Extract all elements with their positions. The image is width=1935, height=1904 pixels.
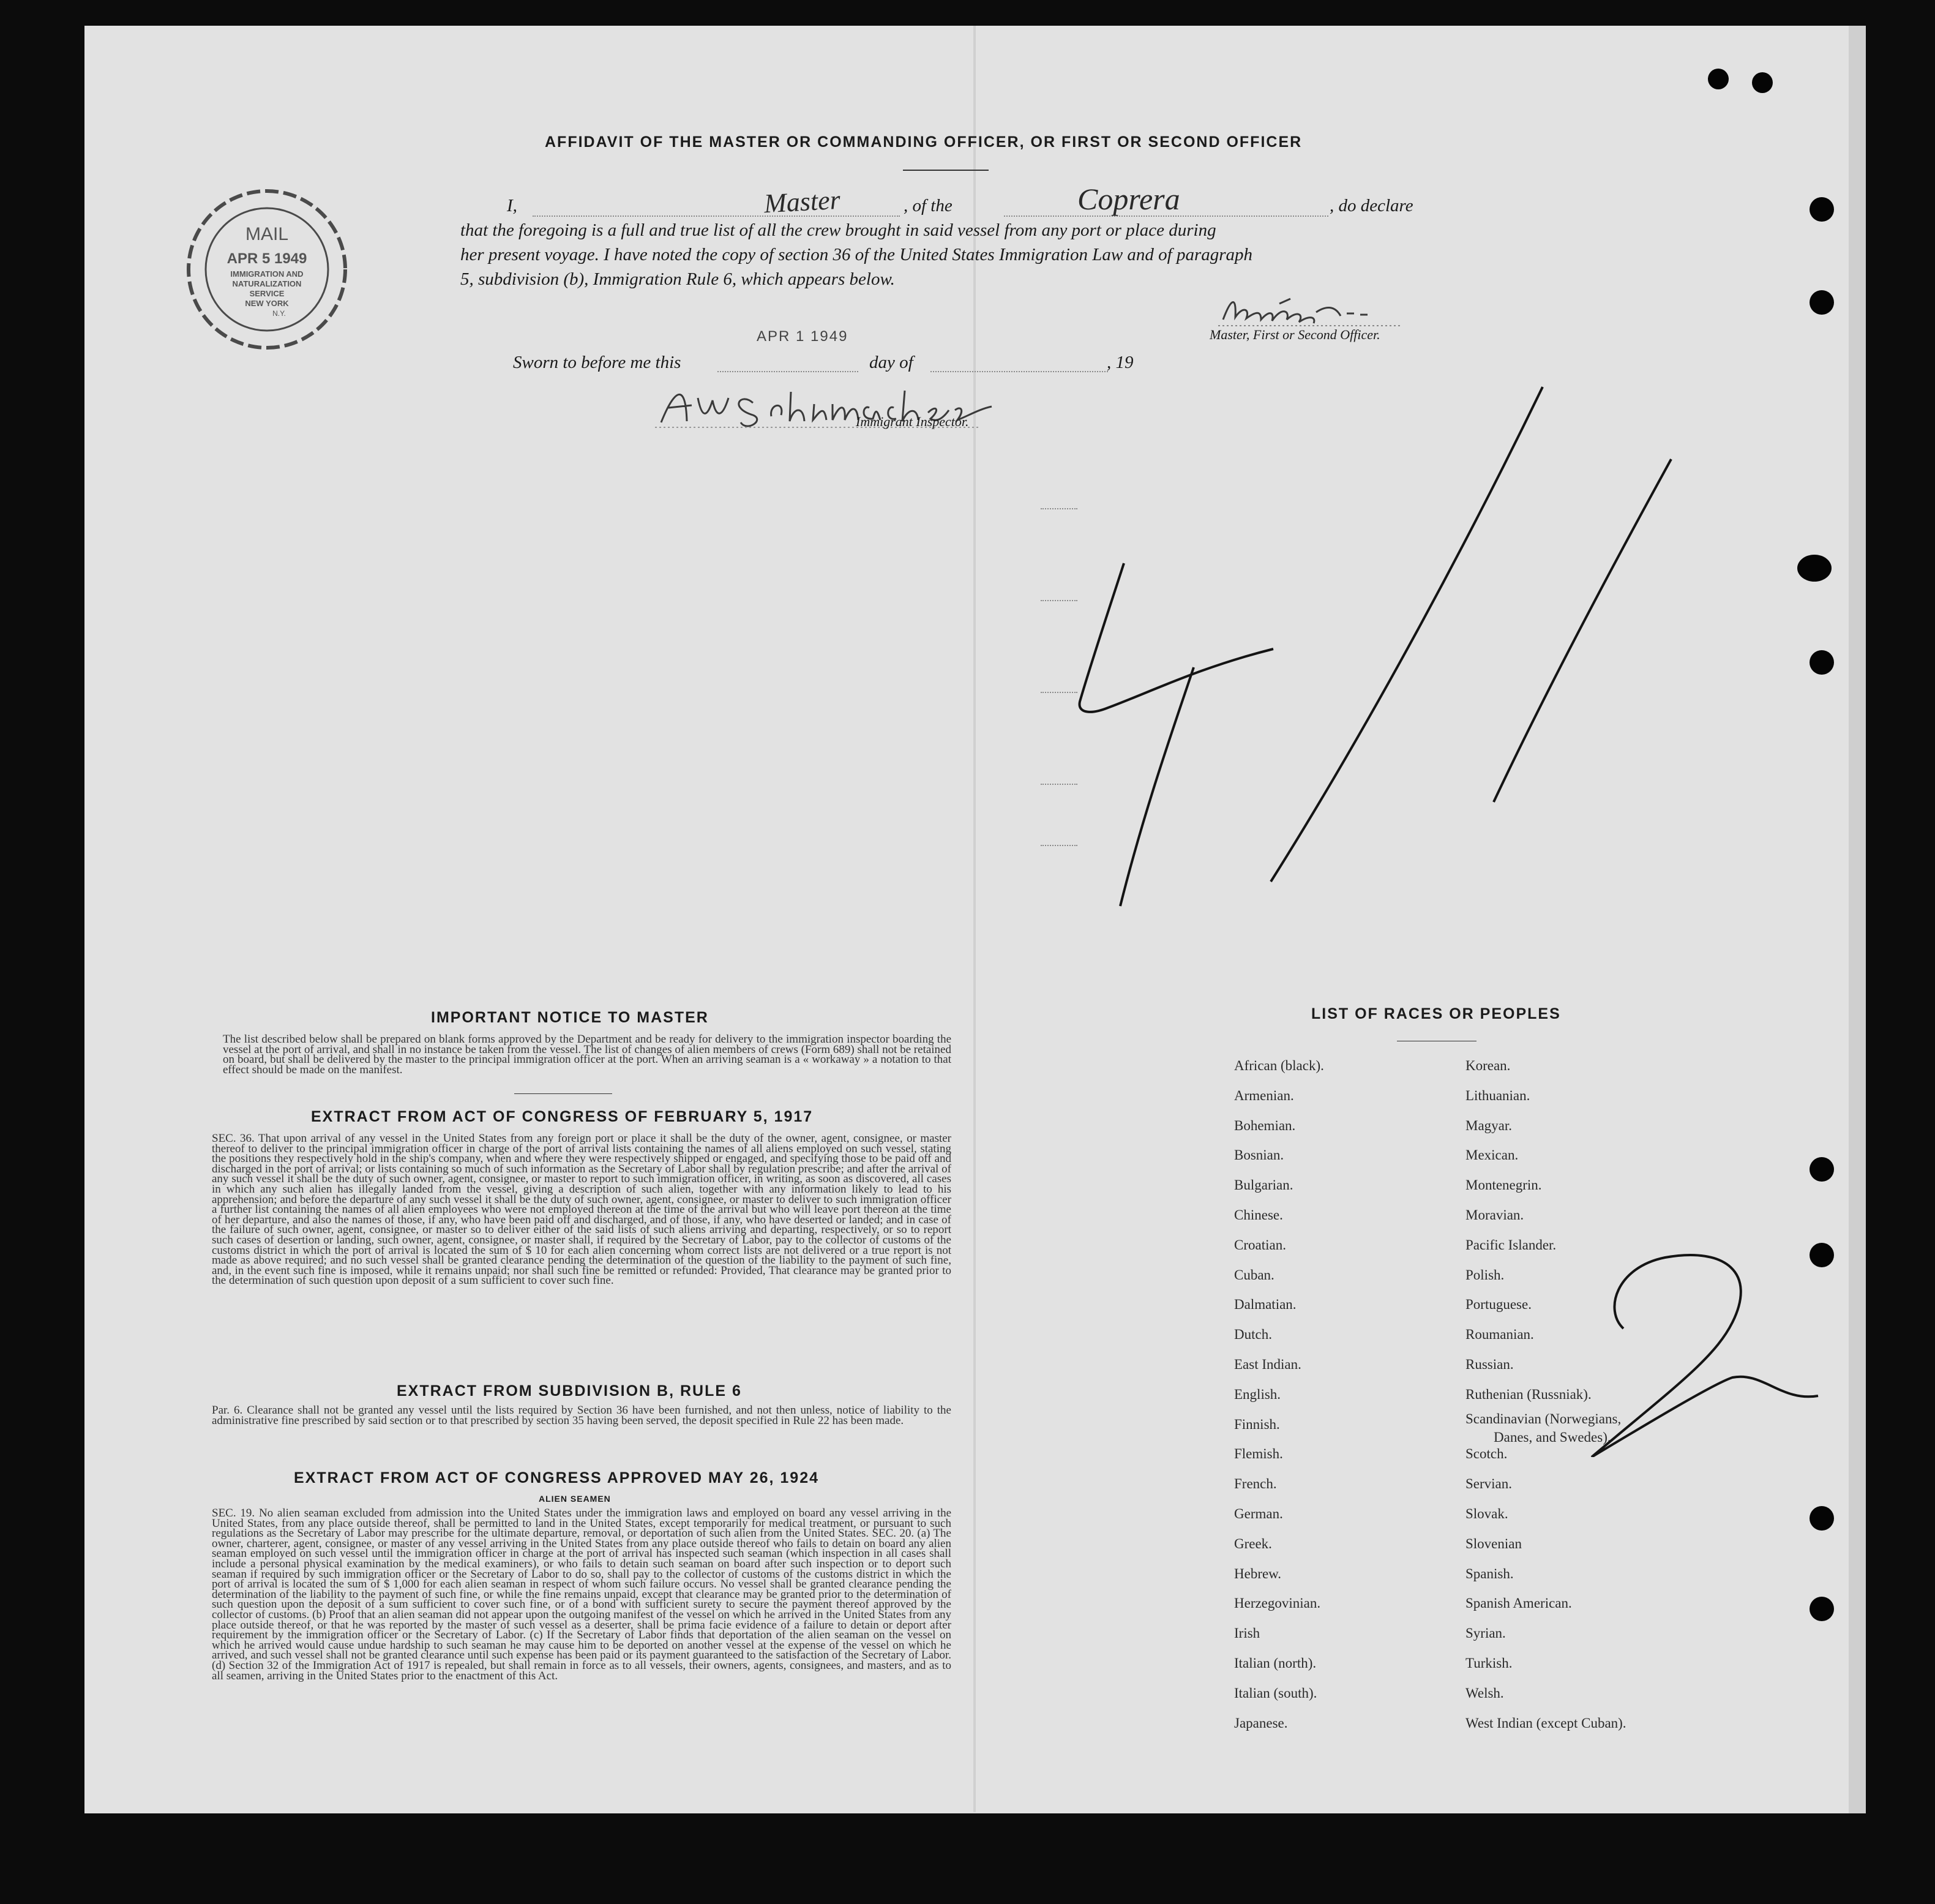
race-item: Italian (south). — [1234, 1685, 1317, 1701]
notice-rule — [514, 1093, 612, 1094]
race-item: East Indian. — [1234, 1357, 1301, 1372]
races-title: LIST OF RACES OR PEOPLES — [1311, 1005, 1561, 1022]
punch-hole — [1797, 555, 1832, 582]
punch-hole — [1810, 650, 1834, 675]
race-item: Korean. — [1465, 1058, 1511, 1073]
stamp-line: IMMIGRATION AND — [230, 269, 304, 279]
race-item: Servian. — [1465, 1476, 1513, 1492]
race-item: Lithuanian. — [1465, 1087, 1530, 1103]
notice-text: The list described below shall be prepared on blank forms approved by the Department and be ready for delivery to the immigration inspector boarding the vessel at the port of arrival, and shall in no instance be taken from the vessel. The list of changes of alien members of crews (Form 689) shall not be retained on board, but shall be delivered by the master to the principal immigration officer at the port. When an arriving seaman is a « workaway » a notation to that effect should be made on the manifest. — [223, 1033, 951, 1076]
stamp-line: NEW YORK — [245, 299, 289, 308]
punch-hole — [1810, 290, 1834, 315]
race-item: Chinese. — [1234, 1207, 1283, 1223]
extract-1924-subtitle: ALIEN SEAMEN — [539, 1494, 611, 1504]
page-fold — [973, 24, 976, 1812]
inspector-caption: Immigrant Inspector. — [856, 414, 969, 429]
affidavit-line: that the foregoing is a full and true list of all the crew brought in said vessel from any port or place during — [460, 220, 1216, 240]
race-item: German. — [1234, 1506, 1283, 1521]
race-item: Croatian. — [1234, 1237, 1286, 1253]
race-item: Turkish. — [1465, 1655, 1513, 1671]
race-item: Syrian. — [1465, 1625, 1506, 1641]
extract-1924-title: EXTRACT FROM ACT OF CONGRESS APPROVED MAY 26, 1924 — [294, 1469, 820, 1486]
punch-hole — [1810, 1157, 1834, 1182]
affidavit-do-declare: , do declare — [1330, 196, 1413, 216]
sworn-date-line — [717, 371, 858, 372]
race-item: Pacific Islander. — [1465, 1237, 1557, 1253]
rank-field-line — [533, 216, 900, 217]
affidavit-line: her present voyage. I have noted the copy of section 36 of the United States Immigration Law and of paragraph — [460, 245, 1253, 264]
handwritten-number-strokes — [1065, 380, 1690, 931]
race-item: Welsh. — [1465, 1685, 1504, 1701]
faint-dots — [1041, 845, 1077, 846]
master-signature — [1218, 288, 1414, 331]
race-item: Polish. — [1465, 1267, 1505, 1283]
punch-hole — [1708, 69, 1729, 89]
race-item: Herzegovinian. — [1234, 1595, 1321, 1611]
handwritten-rank: Master — [763, 184, 841, 219]
page-edge — [1849, 26, 1866, 1813]
sworn-prefix: Sworn to before me this — [513, 353, 681, 372]
race-item: Montenegrin. — [1465, 1177, 1542, 1193]
race-item: Bulgarian. — [1234, 1177, 1293, 1193]
race-item: Hebrew. — [1234, 1565, 1282, 1581]
race-item: Moravian. — [1465, 1207, 1524, 1223]
race-item: Bosnian. — [1234, 1147, 1284, 1163]
race-item: Spanish American. — [1465, 1595, 1572, 1611]
race-item: Russian. — [1465, 1357, 1514, 1372]
race-item: Dutch. — [1234, 1327, 1272, 1343]
race-item: Bohemian. — [1234, 1117, 1296, 1133]
mail-received-stamp — [181, 184, 353, 355]
notice-title: IMPORTANT NOTICE TO MASTER — [431, 1009, 709, 1026]
race-item: Mexican. — [1465, 1147, 1519, 1163]
race-item: French. — [1234, 1476, 1277, 1492]
race-item: Scotch. — [1465, 1446, 1508, 1462]
sworn-day-of: day of — [869, 353, 913, 372]
title-rule — [903, 170, 989, 171]
affidavit-line: 5, subdivision (b), Immigration Rule 6, which appears below. — [460, 269, 895, 289]
punch-hole — [1810, 1597, 1834, 1621]
race-item: West Indian (except Cuban). — [1465, 1715, 1626, 1731]
affidavit-i-label: I, — [507, 196, 517, 216]
race-item: Armenian. — [1234, 1087, 1294, 1103]
race-item: Portuguese. — [1465, 1297, 1532, 1313]
race-item: Scandinavian (Norwegians, — [1465, 1411, 1622, 1426]
punch-hole — [1810, 1506, 1834, 1531]
race-item: English. — [1234, 1386, 1281, 1402]
race-item: Flemish. — [1234, 1446, 1283, 1462]
race-item: Italian (north). — [1234, 1655, 1317, 1671]
handwritten-page-number-strokes — [1579, 1237, 1824, 1457]
handwritten-vessel-name: Coprera — [1077, 182, 1180, 216]
faint-dots — [1041, 692, 1077, 693]
extract-1917-text: SEC. 36. That upon arrival of any vessel in the United States from any foreign port or place it shall be the duty of the owner, agent, consignee, or master thereof to deliver to the principal immigration officer in charge of the port of arrival lists containing the names of all aliens employed on such vessel, stating the positions they respectively hold in the ship's company, when and where they were respectively shipped or engaged, and specifying those to be paid off and discharged in the port of arrival; or lists containing so much of such information as the Secretary of Labor shall by regulation prescribe; and after the arrival of any such vessel it shall be the duty of such owner, agent, consignee, or master to report to such immigration officer, in writing, as soon as discovered, all cases in which any such alien has illegally landed from the vessel, giving a description of such alien, together with any information likely to lead to his apprehension; and before the departure of any such vessel it shall be the duty of such owner, agent, consignee, or master to deliver to such immigration officer a further list containing the names of all alien employees who were not employed thereon at the time of the arrival but who will leave port thereon at the time of her departure, and also the names of those, if any, who have been paid off and discharged, and of those, if any, who have deserted or landed; and in case of the failure of such owner, agent, consignee, or master so to deliver either of the said lists of such aliens arriving and departing, respectively, or so to report such cases of desertion or landing, such owner, agent, consignee, or master shall, if required by the Secretary of Labor, pay to the collector of customs of the customs district in which the port of arrival is located the sum of $ 10 for each alien concerning whom correct lists are not delivered or a true report is not made as above required; and no such vessel shall be granted clearance pending the determination of the question of the liability to the payment of such fine, and, in the event such fine is imposed, while it remains unpaid; nor shall such fine be remitted or refunded: Provided, That clearance may be granted prior to the determination of such question upon deposit of a sum sufficient to cover such fine. — [212, 1132, 951, 1287]
faint-dots — [1041, 600, 1077, 601]
race-item: Slovenian — [1465, 1535, 1522, 1551]
race-item: Ruthenian (Russniak). — [1465, 1386, 1592, 1402]
extract-1924-text: SEC. 19. No alien seaman excluded from admission into the United States under the immigration laws and employed on board any vessel arriving in the United States, from any place outside thereof, shall be permitted to land in the United States, except temporarily for medical treatment, or pursuant to such regulations as the Secretary of Labor may prescribe for the ultimate departure, removal, or deportation of such alien from the United States. SEC. 20. (a) The owner, charterer, agent, consignee, or master of any vessel arriving in the United States from any place outside thereof who fails to detain on board any alien seaman employed on such vessel until the immigration officer in charge at the port of arrival has inspected such seaman (which inspection in all cases shall include a personal physical examination by the medical examiners), or who fails to detain such seaman on board after such inspection or to deport such seaman if required by such immigration officer or the Secretary of Labor to do so, shall pay to the collector of customs of the customs district in which the port of arrival is located the sum of $ 1,000 for each alien seaman in respect of whom such failure occurs. No vessel shall be granted clearance pending the determination of the liability to the payment of such fine, or while the fine remains unpaid, except that clearance may be granted prior to the determination of such question upon the deposit of a sum sufficient to cover such fine, or of a bond with sufficient surety to secure the payment thereof approved by the collector of customs. (b) Proof that an alien seaman did not appear upon the outgoing manifest of the vessel on which he arrived in the United States from any place outside thereof, or that he was reported by the master of such vessel as a deserter, shall be prima facie evidence of a failure to detain or deport after requirement by the immigration officer or the Secretary of Labor. (c) If the Secretary of Labor finds that deportation of the alien seaman on the vessel on which he arrived would cause undue hardship to such seaman he may cause him to be deported on another vessel at the expense of the vessel on which he arrived, and such vessel shall not be granted clearance until such expense has been paid or its payment guaranteed to the satisfaction of the Secretary of Labor. (d) Section 32 of the Immigration Act of 1917 is repealed, but shall remain in force as to all vessels, their owners, agents, consignees, and masters, and as to all seamen, arriving in the United States prior to the enactment of this Act. — [212, 1507, 951, 1682]
punch-hole — [1810, 197, 1834, 222]
race-item: Irish — [1234, 1625, 1260, 1641]
extract-rule6-title: EXTRACT FROM SUBDIVISION B, RULE 6 — [397, 1382, 742, 1400]
race-item: Greek. — [1234, 1535, 1272, 1551]
stamp-line: SERVICE — [249, 289, 285, 298]
stamp-line: MAIL — [245, 224, 289, 244]
race-item: Roumanian. — [1465, 1327, 1534, 1343]
extract-1917-title: EXTRACT FROM ACT OF CONGRESS OF FEBRUARY 5, 1917 — [311, 1108, 814, 1125]
faint-dots — [1041, 784, 1077, 785]
affidavit-of-the: , of the — [904, 196, 953, 216]
stamp-line: NATURALIZATION — [232, 279, 302, 288]
stamp-line: N.Y. — [272, 309, 286, 318]
punch-hole — [1752, 72, 1773, 93]
sworn-date-stamp: APR 1 1949 — [757, 328, 848, 345]
faint-dots — [1041, 508, 1077, 509]
race-item: African (black). — [1234, 1058, 1324, 1073]
race-item: Slovak. — [1465, 1506, 1508, 1521]
race-item: Magyar. — [1465, 1117, 1513, 1133]
race-item: Dalmatian. — [1234, 1297, 1297, 1313]
sworn-year-prefix: , 19 — [1107, 353, 1134, 372]
affidavit-title: AFFIDAVIT OF THE MASTER OR COMMANDING OFFICER, OR FIRST OR SECOND OFFICER — [545, 133, 1303, 151]
stamp-date: APR 5 1949 — [226, 250, 307, 267]
race-item: Japanese. — [1234, 1715, 1288, 1731]
extract-rule6-text: Par. 6. Clearance shall not be granted any vessel until the lists required by Section 36 have been furnished, and not then unless, notice of liability to the administrative fine prescribed by said section or to that prescribed by section 35 having been served, the deposit specified in Rule 22 has been made. — [212, 1404, 951, 1427]
sworn-month-line — [930, 371, 1108, 372]
race-item: Spanish. — [1465, 1565, 1514, 1581]
race-item: Finnish. — [1234, 1416, 1280, 1432]
race-item: Danes, and Swedes). — [1494, 1429, 1611, 1445]
master-signature-caption: Master, First or Second Officer. — [1210, 327, 1380, 342]
race-item: Cuban. — [1234, 1267, 1274, 1283]
